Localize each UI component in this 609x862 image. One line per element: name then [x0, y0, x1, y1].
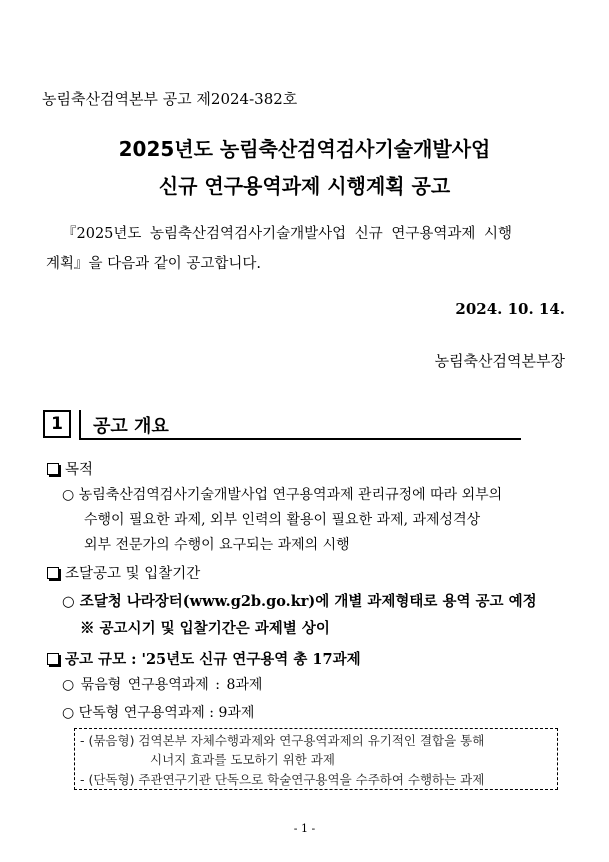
signer: 농림축산검역본부장 [434, 352, 565, 370]
scale-heading-label: 공고 규모 : '25년도 신규 연구용역 총 17과제 [65, 651, 361, 668]
section-divider [79, 410, 81, 440]
document-title-line1: 2025년도 농림축산검역검사기술개발사업 [118, 137, 491, 161]
bid-heading [47, 562, 200, 583]
note1-line2: 시너지 효과를 도모하기 위한 과제 [150, 752, 335, 767]
document-title-line2: 신규 연구용역과제 시행계획 공고 [158, 174, 451, 198]
section-number-box: 1 [43, 410, 71, 438]
bid-heading-label: 조달공고 및 입찰기간 [65, 566, 201, 582]
scale-line2: ○ 단독형 연구용역과제 : 9과제 [62, 705, 255, 721]
intro-line1: 『2025년도 농림축산검역검사기술개발사업 신규 연구용역과제 시행 [62, 226, 513, 242]
purpose-heading-label: 목적 [65, 462, 94, 478]
page-number: - 1 - [293, 822, 316, 835]
checkbox-square-icon [47, 653, 59, 665]
checkbox-square-icon [47, 567, 59, 579]
purpose-line2: 수행이 필요한 과제, 외부 인력의 활용이 필요한 과제, 과제성격상 [84, 512, 481, 528]
bid-note: ※ 공고시기 및 입찰기간은 과제별 상이 [80, 620, 330, 637]
notice-number: 농림축산검역본부 공고 제2024-382호 [42, 90, 298, 108]
notice-date: 2024. 10. 14. [455, 300, 565, 318]
intro-line2: 계획』을 다음과 같이 공고합니다. [46, 256, 262, 272]
section-underline [79, 438, 521, 440]
purpose-line1: ○ 농림축산검역검사기술개발사업 연구용역과제 관리규정에 따라 외부의 [62, 487, 503, 503]
purpose-heading [47, 458, 93, 479]
checkbox-square-icon [47, 463, 59, 475]
scale-line1: ○ 묶음형 연구용역과제 : 8과제 [62, 677, 263, 693]
bid-line: ○ 조달청 나라장터(www.g2b.go.kr)에 개별 과제형태로 용역 공고 예정 [62, 593, 537, 610]
note1-line1: - (묶음형) 검역본부 자체수행과제와 연구용역과제의 유기적인 결합을 통해 [80, 733, 485, 748]
purpose-line3: 외부 전문가의 수행이 요구되는 과제의 시행 [84, 537, 350, 553]
note2-line: - (단독형) 주관연구기관 단독으로 학술연구용역을 수주하여 수행하는 과제 [80, 772, 485, 787]
section-title: 공고 개요 [93, 416, 169, 437]
scale-heading [47, 648, 361, 669]
